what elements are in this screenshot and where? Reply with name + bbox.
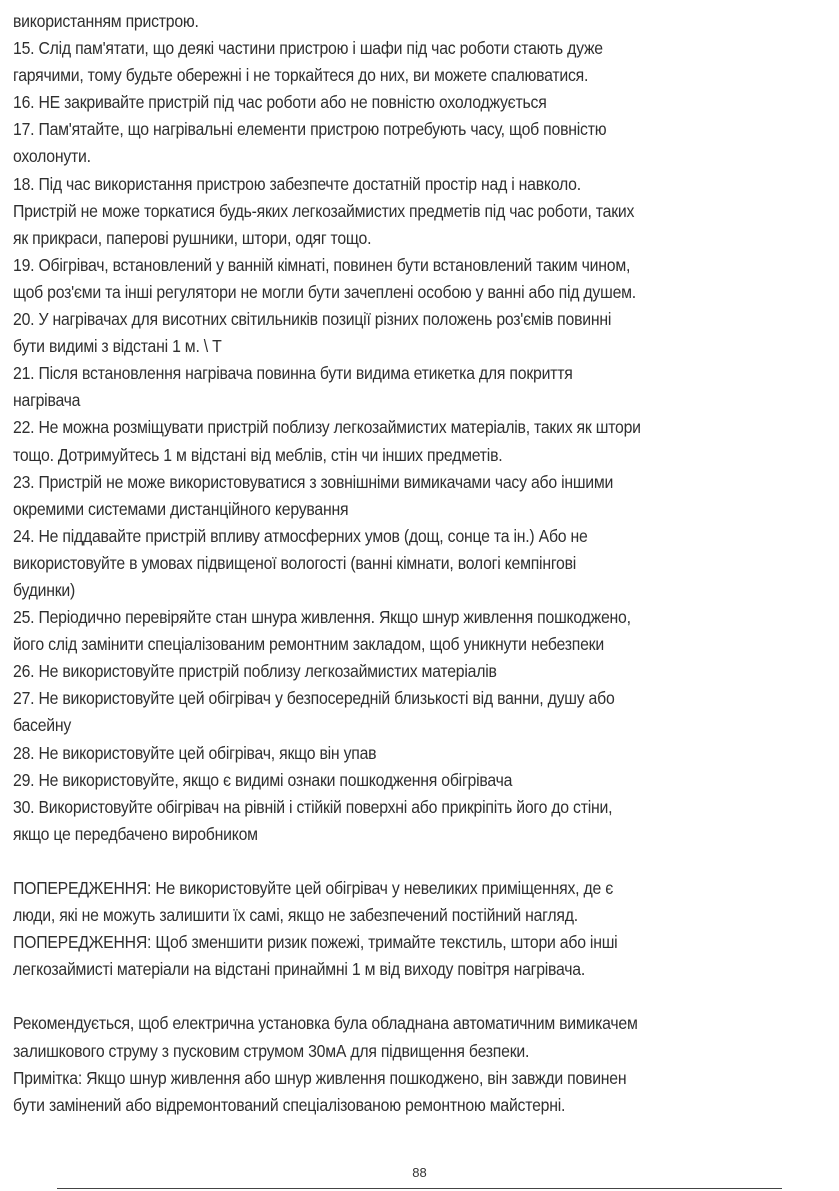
text-line: 15. Слід пам'ятати, що деякі частини пристрою і шафи під час роботи стають дуже <box>13 38 603 59</box>
text-line: Пристрій не може торкатися будь-яких легкозаймистих предметів під час роботи, таких <box>13 200 635 221</box>
page-number: 88 <box>412 1165 427 1180</box>
text-line: 21. Після встановлення нагрівача повинна бути видима етикетка для покриття <box>13 363 573 384</box>
text-line: легкозаймисті матеріали на відстані принаймні 1 м від виходу повітря нагрівача. <box>13 959 586 980</box>
text-line: щоб роз'єми та інші регулятори не могли бути зачеплені особою у ванні або під душем. <box>13 281 636 302</box>
document-body <box>13 8 827 1119</box>
text-line: нагрівача <box>13 390 81 411</box>
text-line: використанням пристрою. <box>13 11 199 31</box>
text-line: 24. Не піддавайте пристрій впливу атмосферних умов (дощ, сонце та ін.) Або не <box>13 525 588 546</box>
text-line: його слід замінити спеціалізованим ремонтним закладом, щоб уникнути небезпеки <box>13 634 604 655</box>
text-line: 23. Пристрій не може використовуватися з зовнішніми вимикачами часу або іншими <box>13 471 614 492</box>
text-line: бути видимі з відстані 1 м. \ T <box>13 336 222 357</box>
text-line: 29. Не використовуйте, якщо є видимі ознаки пошкодження обігрівача <box>13 769 513 790</box>
text-line: 28. Не використовуйте цей обігрівач, якщо він упав <box>13 742 377 763</box>
text-line: використовуйте в умовах підвищеної вологості (ванні кімнати, вологі кемпінгові <box>13 552 577 573</box>
text-line: 18. Під час використання пристрою забезпечте достатній простір над і навколо. <box>13 173 581 194</box>
text-line: 25. Періодично перевіряйте стан шнура живлення. Якщо шнур живлення пошкоджено, <box>13 607 631 628</box>
text-line: гарячими, тому будьте обережні і не торкайтеся до них, ви можете спалюватися. <box>13 65 589 86</box>
text-line: будинки) <box>13 579 76 600</box>
text-line: 30. Використовуйте обігрівач на рівній і стійкій поверхні або прикріпіть його до стіни, <box>13 796 613 817</box>
text-line: 17. Пам'ятайте, що нагрівальні елементи пристрою потребують часу, щоб повністю <box>13 119 607 140</box>
text-line: якщо це передбачено виробником <box>13 823 258 844</box>
text-line: 19. Обігрівач, встановлений у ванній кімнаті, повинен бути встановлений таким чином, <box>13 254 631 275</box>
text-line: 16. НЕ закривайте пристрій під час роботи або не повністю охолоджується <box>13 92 547 113</box>
text-line: люди, які не можуть залишити їх самі, якщо не забезпечений постійний нагляд. <box>13 905 578 926</box>
text-line: окремими системами дистанційного керування <box>13 498 349 519</box>
footer-rule <box>57 1188 782 1189</box>
text-line: як прикраси, паперові рушники, штори, одяг тощо. <box>13 227 372 248</box>
text-line: ПОПЕРЕДЖЕННЯ: Не використовуйте цей обігрівач у невеликих приміщеннях, де є <box>13 878 614 898</box>
text-line: 27. Не використовуйте цей обігрівач у безпосередній близькості від ванни, душу або <box>13 688 615 709</box>
text-line: залишкового струму з пусковим струмом 30мА для підвищення безпеки. <box>13 1040 530 1061</box>
text-line: Примітка: Якщо шнур живлення або шнур живлення пошкоджено, він завжди повинен <box>13 1067 627 1088</box>
text-line: тощо. Дотримуйтесь 1 м відстані від меблів, стін чи інших предметів. <box>13 444 503 465</box>
text-line: 22. Не можна розміщувати пристрій поблизу легкозаймистих матеріалів, таких як штори <box>13 417 641 438</box>
text-line: бути замінений або відремонтований спеціалізованою ремонтною майстерні. <box>13 1094 566 1115</box>
text-line: Рекомендується, щоб електрична установка була обладнана автоматичним вимикачем <box>13 1013 638 1034</box>
text-line: басейну <box>13 715 72 736</box>
paragraph-gap <box>13 848 827 875</box>
text-line: ПОПЕРЕДЖЕННЯ: Щоб зменшити ризик пожежі, тримайте текстиль, штори або інші <box>13 932 618 953</box>
text-line: 20. У нагрівачах для висотних світильників позиції різних положень роз'ємів повинні <box>13 309 612 330</box>
text-line: 26. Не використовуйте пристрій поблизу легкозаймистих матеріалів <box>13 661 497 682</box>
text-line: охолонути. <box>13 146 91 167</box>
paragraph-gap <box>13 983 827 1010</box>
